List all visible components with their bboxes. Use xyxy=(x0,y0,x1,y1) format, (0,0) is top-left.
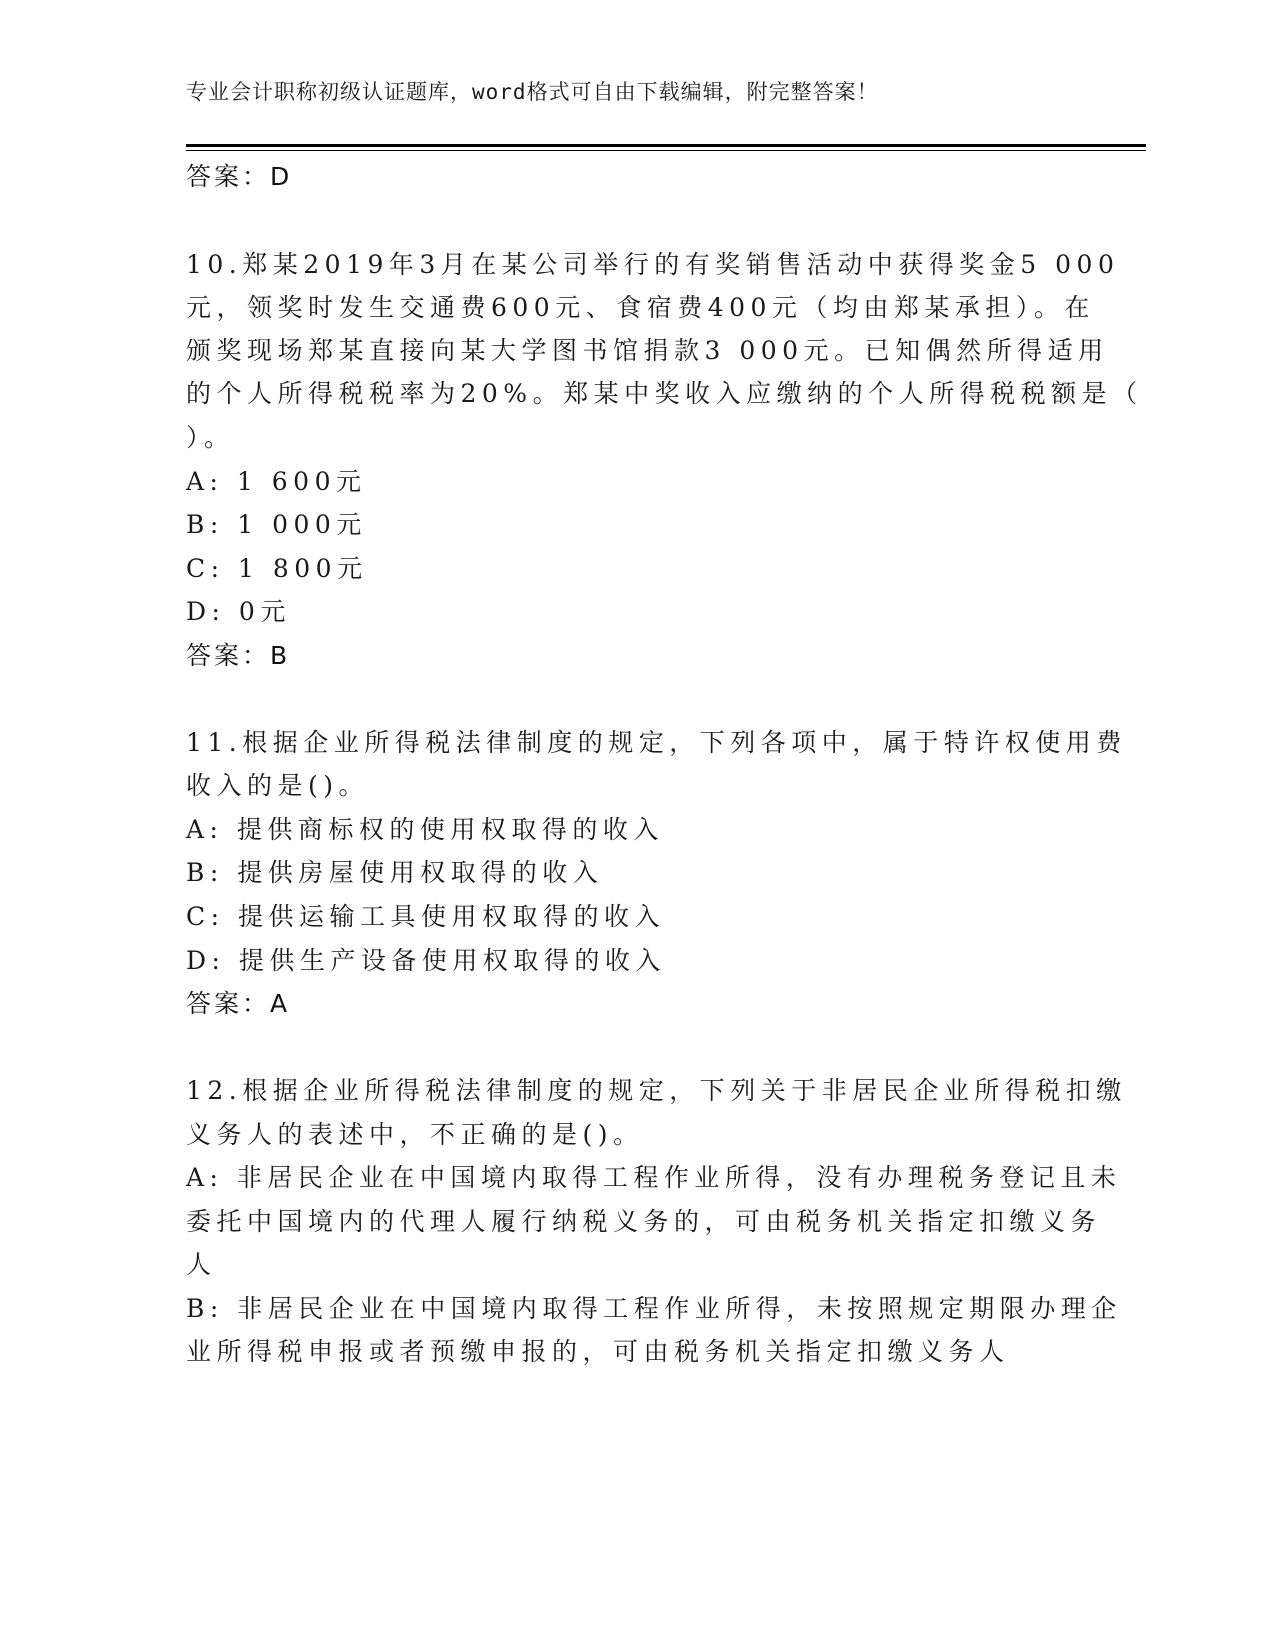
question-10-line: 颁奖现场郑某直接向某大学图书馆捐款3 000元。已知偶然所得适用 xyxy=(186,336,1109,365)
question-11-option-d: D: 提供生产设备使用权取得的收入 xyxy=(186,946,666,975)
question-12-line: 12.根据企业所得税法律制度的规定，下列关于非居民企业所得税扣缴 xyxy=(186,1076,1127,1105)
question-12-option-a-line: A: 非居民企业在中国境内取得工程作业所得，没有办理税务登记且未 xyxy=(186,1163,1122,1192)
question-10-line: 元，领奖时发生交通费600元、食宿费400元（均由郑某承担）。在 xyxy=(186,293,1095,322)
question-10-line: 的个人所得税税率为20%。郑某中奖收入应缴纳的个人所得税税额是（ xyxy=(186,379,1143,408)
question-12-line: 义务人的表述中，不正确的是()。 xyxy=(186,1120,644,1149)
question-11-option-c: C: 提供运输工具使用权取得的收入 xyxy=(186,902,665,931)
question-11-option-a: A: 提供商标权的使用权取得的收入 xyxy=(186,815,664,844)
question-10-option-c: C: 1 800元 xyxy=(186,554,368,583)
question-10-option-b: B: 1 000元 xyxy=(186,510,367,539)
question-12-option-a-line: 人 xyxy=(186,1250,217,1279)
question-10-line: 10.郑某2019年3月在某公司举行的有奖销售活动中获得奖金5 000 xyxy=(186,250,1120,279)
question-11-line: 收入的是()。 xyxy=(186,771,370,800)
header-rule-thin xyxy=(186,150,1146,151)
header-rule-thick xyxy=(186,144,1146,147)
question-11-answer: 答案：A xyxy=(186,989,291,1018)
question-10-line: ）。 xyxy=(186,423,235,452)
question-10-option-a: A: 1 600元 xyxy=(186,467,367,496)
answer-prev: 答案：D xyxy=(186,162,293,191)
question-11-line: 11.根据企业所得税法律制度的规定，下列各项中，属于特许权使用费 xyxy=(186,728,1127,757)
question-12-option-b-line: B: 非居民企业在中国境内取得工程作业所得，未按照规定期限办理企 xyxy=(186,1294,1122,1323)
page-header: 专业会计职称初级认证题库，word格式可自由下载编辑，附完整答案！ xyxy=(186,80,879,104)
question-12-option-a-line: 委托中国境内的代理人履行纳税义务的，可由税务机关指定扣缴义务 xyxy=(186,1207,1102,1236)
question-11-option-b: B: 提供房屋使用权取得的收入 xyxy=(186,858,604,887)
question-10-option-d: D: 0元 xyxy=(186,597,291,626)
question-10-answer: 答案：B xyxy=(186,641,291,670)
question-12-option-b-line: 业所得税申报或者预缴申报的，可由税务机关指定扣缴义务人 xyxy=(186,1337,1010,1366)
